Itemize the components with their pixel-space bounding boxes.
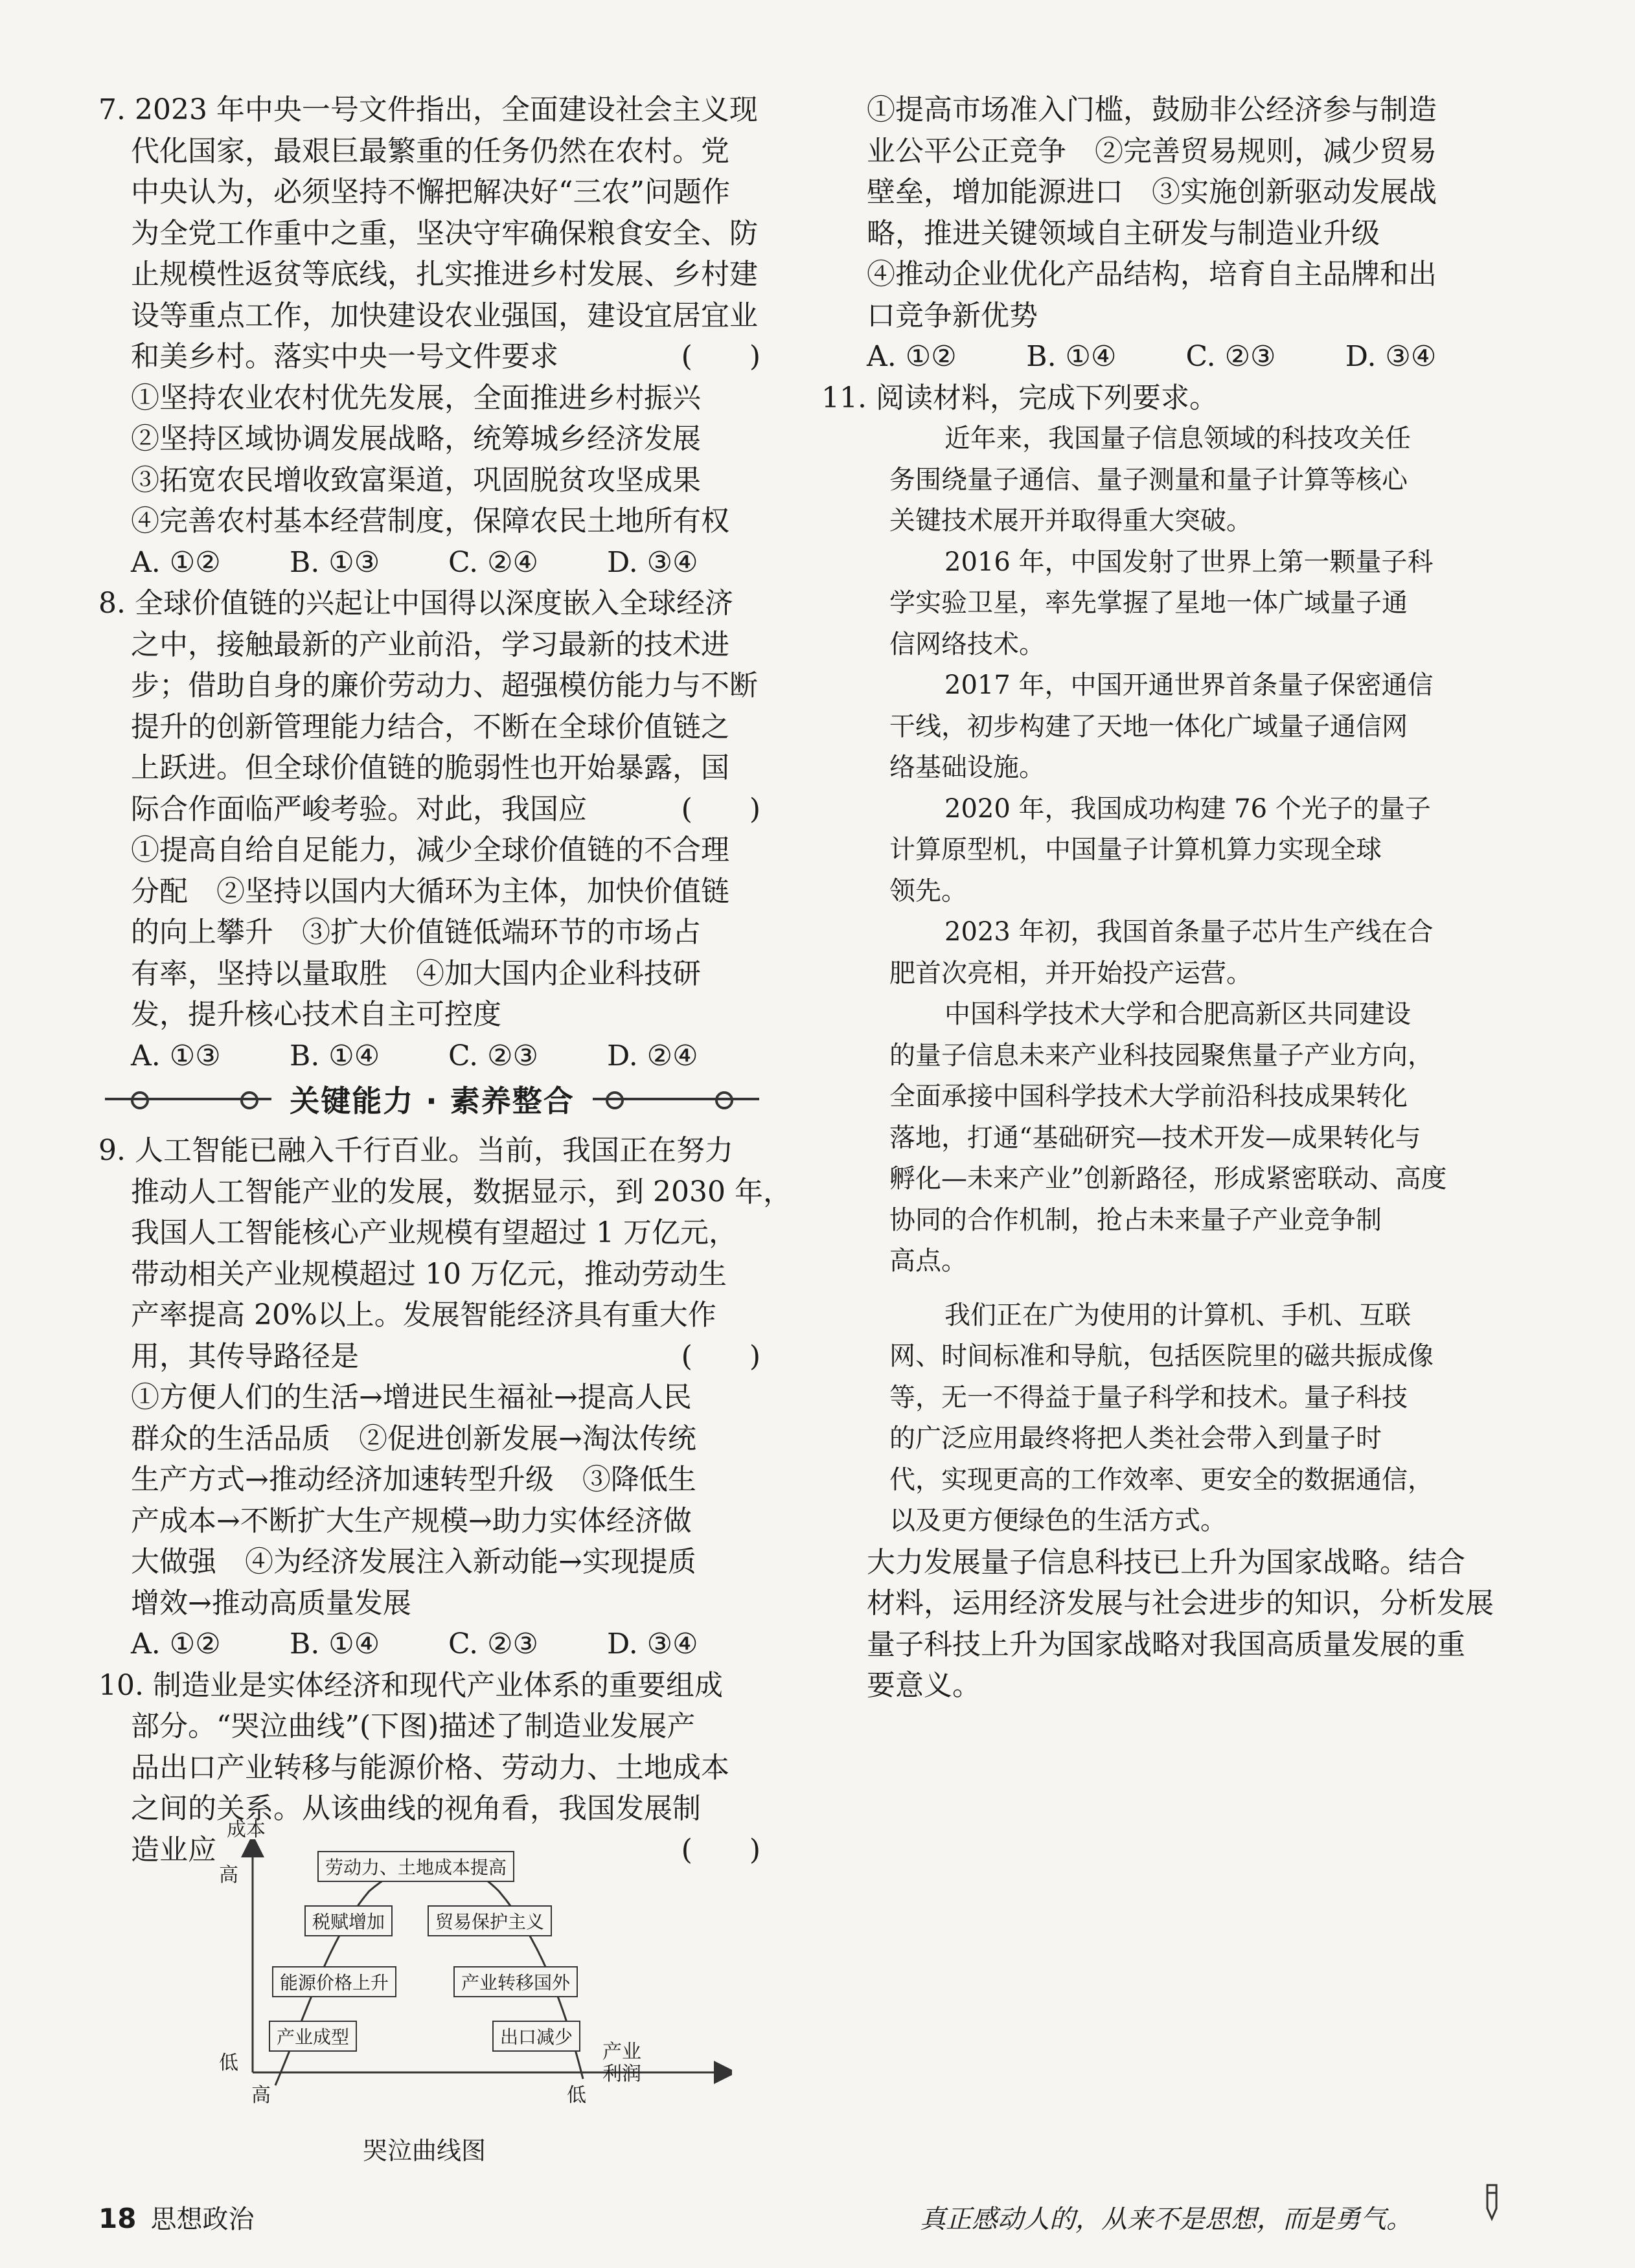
q11-task (834, 1542, 1505, 1707)
q8-item: ①提高自给自足能力，减少全球价值链的不合理 (131, 833, 729, 867)
q11-para-2 (834, 542, 1505, 666)
x-low-label: 低 (567, 2084, 586, 2107)
para-line: 肥首次亮相，并开始投产运营。 (889, 958, 1252, 988)
option-a: A. ①② (131, 1627, 221, 1661)
q9-line: 用，其传导路径是 (131, 1339, 359, 1373)
q7-item: ③拓宽农民增收致富渠道，巩固脱贫攻坚成果 (131, 463, 701, 497)
para-line: 领先。 (889, 876, 967, 906)
q8-item: 有率，坚持以量取胜 ④加大国内企业科技研 (131, 957, 701, 990)
option-a: A. ①③ (131, 1039, 221, 1072)
q7-line: 止规模性返贫等底线，扎实推进乡村发展、乡村建 (131, 258, 758, 291)
q10-line: 之间的关系。从该曲线的视角看，我国发展制 (131, 1792, 701, 1825)
ornament-right (593, 1098, 759, 1100)
q10-line: 10. 制造业是实体经济和现代产业体系的重要组成 (98, 1668, 723, 1702)
q8-item: 发，提升核心技术自主可控度 (131, 998, 501, 1031)
para-line: 全面承接中国科学技术大学前沿科技成果转化 (889, 1082, 1408, 1111)
q7-item: ①坚持农业农村优先发展，全面推进乡村振兴 (131, 381, 701, 414)
right-column (821, 89, 1505, 1707)
para-line: 干线，初步构建了天地一体化广域量子通信网 (889, 711, 1408, 742)
pen-icon (1483, 2183, 1500, 2221)
q7-line: 中央认为，必须坚持不懈把解决好“三农”问题作 (131, 176, 730, 209)
q11-para-6 (834, 994, 1505, 1282)
crying-curve-diagram (214, 1819, 732, 2111)
q9-item: 大做强 ④为经济发展注入新动能→实现提质 (131, 1545, 696, 1578)
q10-line: 部分。“哭泣曲线”(下图)描述了制造业发展产 (131, 1710, 696, 1743)
q9-line: 带动相关产业规模超过 10 万亿元，推动劳动生 (131, 1257, 727, 1291)
option-c: C. ②④ (448, 545, 538, 579)
task-line: 材料，运用经济发展与社会进步的知识，分析发展 (867, 1587, 1494, 1620)
para-line: 络基础设施。 (889, 753, 1045, 782)
answer-paren: ( ) (681, 792, 760, 826)
subject-label: 思想政治 (150, 2205, 255, 2234)
option-d: D. ③④ (607, 1627, 698, 1661)
q7-line: 设等重点工作，加快建设农业强国，建设宜居宜业 (131, 299, 758, 332)
q10-line: 品出口产业转移与能源价格、劳动力、土地成本 (131, 1751, 729, 1784)
q8-line: 上跃进。但全球价值链的脆弱性也开始暴露，国 (131, 751, 729, 784)
q9-line: 推动人工智能产业的发展，数据显示，到 2030 年， (131, 1175, 792, 1208)
q7-line: 代化国家，最艰巨最繁重的任务仍然在农村。党 (131, 134, 729, 168)
q9-line: 9. 人工智能已融入千行百业。当前，我国正在努力 (98, 1134, 733, 1167)
q10-item: 略，推进关键领域自主研发与制造业升级 (867, 216, 1380, 250)
q8-line: 步；借助自身的廉价劳动力、超强模仿能力与不断 (131, 669, 758, 702)
q10-items (834, 89, 1505, 378)
q11-head: 11. 阅读材料，完成下列要求。 (821, 381, 1218, 414)
box-tax: 税赋增加 (304, 1905, 393, 1936)
q9-options (98, 1624, 766, 1665)
task-line: 大力发展量子信息科技已上升为国家战略。结合 (867, 1545, 1465, 1579)
q8-item: 分配 ②坚持以国内大循环为主体，加快价值链 (131, 874, 729, 908)
para-line: 2016 年，中国发射了世界上第一颗量子科 (944, 547, 1434, 577)
q7-line: 为全党工作重中之重，坚决守牢确保粮食安全、防 (131, 216, 758, 250)
x-axis-label (602, 2041, 641, 2085)
y-axis-label: 成本 (227, 1819, 266, 1841)
para-line: 孵化—未来产业”创新路径，形成紧密联动、高度 (889, 1164, 1447, 1194)
box-industry-formed: 产业成型 (269, 2021, 357, 2052)
q8-line: 之中，接触最新的产业前沿，学习最新的技术进 (131, 628, 729, 661)
question-8 (98, 583, 766, 1076)
q9-item: 群众的生活品质 ②促进创新发展→淘汰传统 (131, 1422, 696, 1455)
answer-paren: ( ) (681, 1339, 760, 1373)
y-low-label: 低 (219, 2052, 238, 2074)
para-line: 2023 年初，我国首条量子芯片生产线在合 (944, 917, 1434, 947)
para-line: 高点。 (889, 1246, 967, 1276)
option-a: A. ①② (867, 340, 957, 373)
footer-left (98, 2199, 254, 2236)
q8-line-last (98, 789, 766, 830)
q9-item: 增效→推动高质量发展 (131, 1586, 411, 1620)
answer-paren: ( ) (681, 1833, 760, 1866)
para-line: 2017 年，中国开通世界首条量子保密通信 (944, 670, 1434, 700)
option-a: A. ①② (131, 545, 221, 579)
x-axis-label-1: 产业 (602, 2041, 641, 2063)
q10-item: 壁垒，增加能源进口 ③实施创新驱动发展战 (867, 176, 1437, 209)
q7-options (98, 542, 766, 584)
option-c: C. ②③ (448, 1039, 538, 1072)
q11-para-3 (834, 665, 1505, 789)
q9-item: 生产方式→推动经济加速转型升级 ③降低生 (131, 1463, 696, 1496)
page-number: 18 (98, 2203, 137, 2234)
q7-item: ④完善农村基本经营制度，保障农民土地所有权 (131, 505, 729, 538)
q10-item: ①提高市场准入门槛，鼓励非公经济参与制造 (867, 93, 1437, 126)
box-trade-protection: 贸易保护主义 (428, 1905, 552, 1936)
box-industry-transfer: 产业转移国外 (453, 1966, 578, 1997)
option-b: B. ①④ (290, 1627, 380, 1661)
q10-item: 业公平公正竞争 ②完善贸易规则，减少贸易 (867, 134, 1437, 168)
para-line: 关键技术展开并取得重大突破。 (889, 506, 1252, 536)
q9-item: 产成本→不断扩大生产规模→助力实体经济做 (131, 1504, 692, 1537)
option-d: D. ③④ (1345, 340, 1437, 373)
para-line: 中国科学技术大学和合肥高新区共同建设 (944, 999, 1411, 1029)
para-line: 以及更方便绿色的生活方式。 (889, 1506, 1226, 1536)
q11-para-4 (834, 789, 1505, 913)
task-line: 要意义。 (867, 1669, 981, 1702)
x-axis-label-2: 利润 (602, 2063, 641, 2085)
q10-item: ④推动企业优化产品结构，培育自主品牌和出 (867, 258, 1437, 291)
para-line: 协同的合作机制，抢占未来量子产业竞争制 (889, 1205, 1382, 1235)
box-energy-price: 能源价格上升 (272, 1966, 396, 1997)
section-title: 关键能力 · 素养整合 (290, 1083, 575, 1118)
q11-para-5 (834, 912, 1505, 994)
q7-line-last (98, 336, 766, 378)
q10-line: 造业应 (131, 1833, 216, 1866)
q7-item: ②坚持区域协调发展战略，统筹城乡经济发展 (131, 422, 701, 455)
option-b: B. ①④ (1026, 340, 1117, 373)
footer-quote: 真正感动人的，从来不是思想，而是勇气。 (920, 2205, 1412, 2234)
q10-options (834, 336, 1505, 378)
para-line: 的广泛应用最终将把人类社会带入到量子时 (889, 1423, 1382, 1453)
para-line: 信网络技术。 (889, 629, 1045, 659)
option-c: C. ②③ (448, 1627, 538, 1661)
q11-para-1 (834, 418, 1505, 542)
para-line: 计算原型机，中国量子计算机算力实现全球 (889, 835, 1382, 865)
ornament-left (105, 1098, 271, 1100)
para-line: 等，无一不得益于量子科学和技术。量子科技 (889, 1382, 1408, 1412)
question-11 (821, 378, 1505, 1707)
chart-caption: 哭泣曲线图 (363, 2137, 486, 2165)
left-column-lower (98, 1130, 792, 1870)
q10-item: 口竞争新优势 (867, 299, 1038, 332)
left-column (98, 89, 766, 1076)
y-high-label: 高 (219, 1864, 238, 1887)
option-c: C. ②③ (1185, 340, 1276, 373)
box-export-decline: 出口减少 (492, 2021, 580, 2052)
option-d: D. ②④ (607, 1039, 698, 1072)
q9-line-last (98, 1336, 766, 1378)
q8-line: 际合作面临严峻考验。对此，我国应 (131, 792, 587, 826)
answer-paren: ( ) (681, 340, 760, 373)
question-7 (98, 89, 766, 583)
para-line: 网、时间标准和导航，包括医院里的磁共振成像 (889, 1341, 1434, 1371)
para-line: 务围绕量子通信、量子测量和量子计算等核心 (889, 464, 1408, 495)
q8-item: 的向上攀升 ③扩大价值链低端环节的市场占 (131, 916, 701, 949)
q11-para-7 (834, 1295, 1505, 1542)
para-line: 学实验卫星，率先掌握了星地一体广域量子通 (889, 588, 1408, 618)
q7-line: 和美乡村。落实中央一号文件要求 (131, 340, 558, 373)
q9-item: ①方便人们的生活→增进民生福祉→提高人民 (131, 1381, 692, 1414)
box-labor-land: 劳动力、土地成本提高 (317, 1851, 514, 1882)
task-line: 量子科技上升为国家战略对我国高质量发展的重 (867, 1627, 1465, 1661)
question-9 (98, 1130, 792, 1665)
q9-line: 我国人工智能核心产业规模有望超过 1 万亿元， (131, 1216, 737, 1249)
x-high-label: 高 (251, 2084, 271, 2107)
q9-line: 产率提高 20%以上。发展智能经济具有重大作 (131, 1298, 716, 1332)
option-b: B. ①③ (290, 545, 380, 579)
para-line: 近年来，我国量子信息领域的科技攻关任 (944, 424, 1411, 453)
para-line: 代，实现更高的工作效率、更安全的数据通信， (889, 1464, 1434, 1495)
para-line: 我们正在广为使用的计算机、手机、互联 (944, 1300, 1411, 1330)
para-line: 的量子信息未来产业科技园聚焦量子产业方向， (889, 1040, 1434, 1071)
q8-options (98, 1036, 766, 1077)
para-line: 2020 年，我国成功构建 76 个光子的量子 (944, 793, 1431, 824)
q7-line: 7. 2023 年中央一号文件指出，全面建设社会主义现 (98, 93, 758, 126)
option-b: B. ①④ (290, 1039, 380, 1072)
section-header (98, 1076, 766, 1122)
para-line: 落地，打通“基础研究—技术开发—成果转化与 (889, 1122, 1421, 1153)
q8-line: 8. 全球价值链的兴起让中国得以深度嵌入全球经济 (98, 587, 733, 620)
q8-line: 提升的创新管理能力结合，不断在全球价值链之 (131, 710, 729, 743)
option-d: D. ③④ (607, 545, 698, 579)
